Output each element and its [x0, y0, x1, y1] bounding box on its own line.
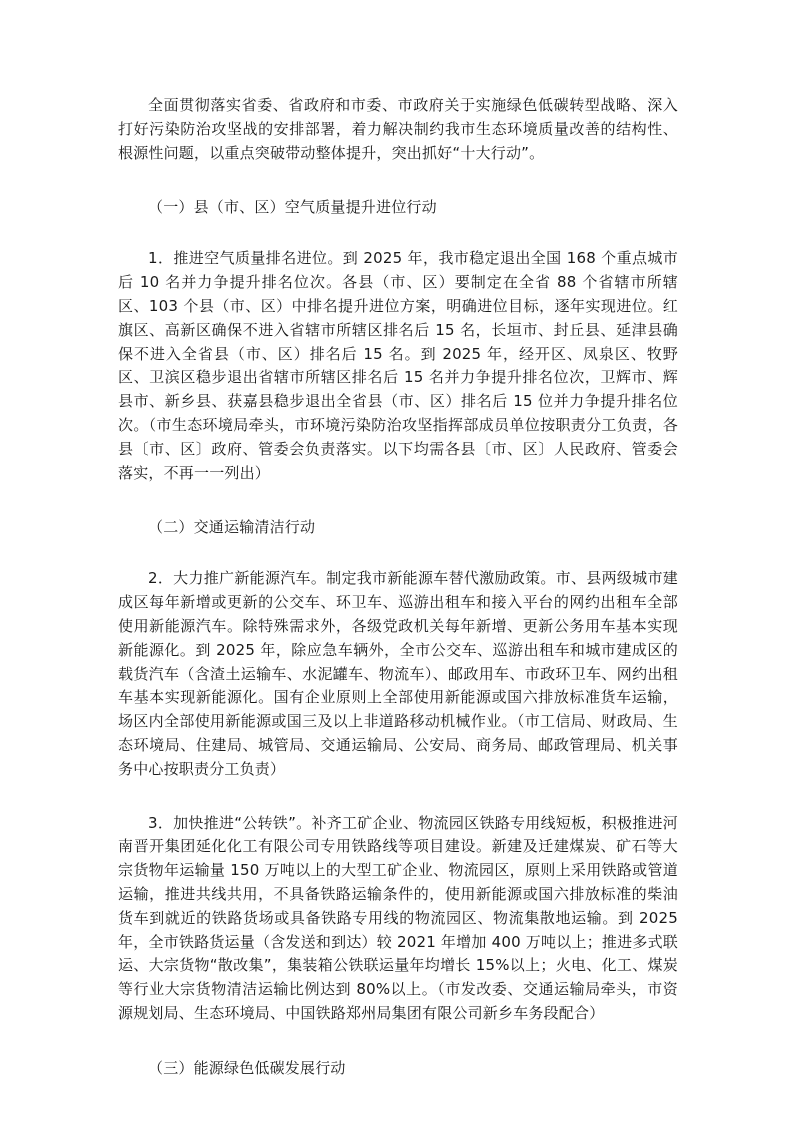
section-heading-3: （三）能源绿色低碳发展行动 [148, 1058, 346, 1077]
section-heading-1: （一）县（市、区）空气质量提升进位行动 [148, 198, 437, 217]
item-paragraph-1: 1．推进空气质量排名进位。到 2025 年，我市稳定退出全国 168 个重点城市后 10 名并力争提升排名位次。各县（市、区）要制定在全省 88 个省辖市所辖区、103 个县（市、区）中排名提升进位方案，明确进位目标，逐年实现进位。红旗区、高新区确保不进入省辖市所辖区排名后 15 名，长垣市、封丘县、延津县确保不进入全省县（市、区）排名后 15 名。到 2025 年，经开区、凤泉区、牧野区、卫滨区稳步退出省辖市所辖区排名后 15 名并力争提升排名位次，卫辉市、辉县市、新乡县、获嘉县稳步退出全省县（市、区）排名后 15 位并力争提升排名位次。（市生态环境局牵头，市环境污染防治攻坚指挥部成员单位按职责分工负责，各县〔市、区〕政府、管委会负责落实。以下均需各县〔市、区〕人民政府、管委会落实，不再一一列出） [118, 249, 678, 482]
item-paragraph-2: 2．大力推广新能源汽车。制定我市新能源车替代激励政策。市、县两级城市建成区每年新增或更新的公交车、环卫车、巡游出租车和接入平台的网约出租车全部使用新能源汽车。除特殊需求外，各级党政机关每年新增、更新公务用车基本实现新能源化。到 2025 年，除应急车辆外，全市公交车、巡游出租车和城市建成区的载货汽车（含渣土运输车、水泥罐车、物流车）、邮政用车、市政环卫车、网约出租车基本实现新能源化。国有企业原则上全部使用新能源或国六排放标准货车运输，场区内全部使用新能源或国三及以上非道路移动机械作业。（市工信局、财政局、生态环境局、住建局、城管局、交通运输局、公安局、商务局、邮政管理局、机关事务中心按职责分工负责） [118, 569, 678, 778]
intro-paragraph: 全面贯彻落实省委、省政府和市委、市政府关于实施绿色低碳转型战略、深入打好污染防治攻坚战的安排部署，着力解决制约我市生态环境质量改善的结构性、根源性问题，以重点突破带动整体提升，突出抓好“十大行动”。 [118, 96, 678, 162]
section-heading-2: （二）交通运输清洁行动 [148, 518, 316, 537]
item-paragraph-3: 3．加快推进“公转铁”。补齐工矿企业、物流园区铁路专用线短板，积极推进河南晋开集团延化化工有限公司专用铁路线等项目建设。新建及迁建煤炭、矿石等大宗货物年运输量 150 万吨以上的大型工矿企业、物流园区，原则上采用铁路或管道运输，推进共线共用，不具备铁路运输条件的，使用新能源或国六排放标准的柴油货车到就近的铁路货场或具备铁路专用线的物流园区、物流集散地运输。到 2025 年，全市铁路货运量（含发送和到达）较 2021 年增加 400 万吨以上；推进多式联运、大宗货物“散改集”，集装箱公铁联运量年均增长 15%以上；火电、化工、煤炭等行业大宗货物清洁运输比例达到 80%以上。（市发改委、交通运输局牵头，市资源规划局、生态环境局、中国铁路郑州局集团有限公司新乡车务段配合） [118, 813, 678, 1022]
document-page [118, 94, 678, 1080]
